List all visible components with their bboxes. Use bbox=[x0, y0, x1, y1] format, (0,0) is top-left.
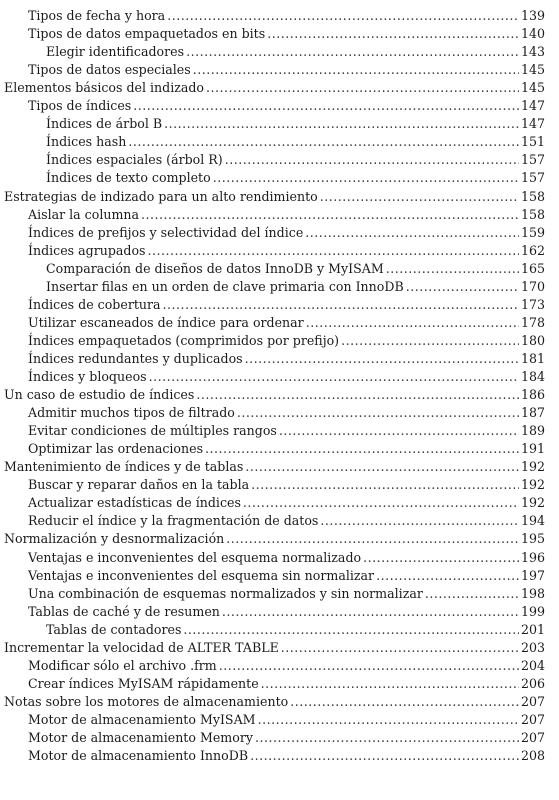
toc-entry[interactable] bbox=[0, 116, 559, 132]
toc-entry-page-number: 198 bbox=[520, 585, 545, 601]
toc-entry-title: Buscar y reparar daños en la tabla bbox=[28, 477, 250, 493]
toc-entry[interactable] bbox=[0, 8, 559, 24]
toc-entry-page-number: 208 bbox=[520, 748, 545, 764]
toc-entry-page-number: 204 bbox=[520, 657, 545, 673]
toc-entry-title: Índices de cobertura bbox=[28, 296, 161, 312]
toc-entry-page-number: 189 bbox=[520, 423, 545, 439]
toc-entry-title: Estrategias de indizado para un alto rendimiento bbox=[4, 188, 318, 204]
toc-entry-title: Índices redundantes y duplicados bbox=[28, 350, 243, 366]
toc-entry-title: Índices y bloqueos bbox=[28, 369, 147, 384]
toc-entry[interactable] bbox=[0, 369, 559, 385]
toc-entry-title: Índices de árbol B bbox=[46, 116, 163, 132]
toc-entry[interactable] bbox=[0, 622, 559, 638]
toc-entry-page-number: 158 bbox=[520, 206, 545, 222]
toc-entry-title: Un caso de estudio de índices bbox=[4, 387, 195, 403]
toc-entry-page-number: 157 bbox=[520, 152, 545, 168]
toc-entry-title: Tipos de datos especiales bbox=[28, 62, 191, 78]
toc-entry[interactable] bbox=[0, 405, 559, 421]
toc-entry-page-number: 207 bbox=[520, 730, 545, 745]
toc-entry[interactable] bbox=[0, 730, 559, 746]
dot-leader bbox=[213, 170, 519, 186]
toc-entry[interactable] bbox=[0, 315, 559, 331]
toc-entry-title: Una combinación de esquemas normalizados y sin normalizar bbox=[28, 585, 423, 601]
dot-leader bbox=[141, 207, 519, 223]
toc-entry-page-number: 145 bbox=[520, 62, 545, 78]
dot-leader bbox=[376, 568, 519, 584]
dot-leader bbox=[206, 80, 519, 96]
toc-entry-page-number: 184 bbox=[520, 369, 545, 384]
dot-leader bbox=[406, 279, 519, 295]
toc-entry-page-number: 186 bbox=[520, 387, 545, 403]
toc-entry-title: Comparación de diseños de datos InnoDB y MyISAM bbox=[46, 260, 384, 276]
toc-entry-title: Elegir identificadores bbox=[46, 44, 185, 60]
toc-entry-title: Motor de almacenamiento InnoDB bbox=[28, 748, 249, 764]
toc-entry-page-number: 159 bbox=[520, 224, 545, 240]
toc-entry[interactable] bbox=[0, 207, 559, 223]
toc-entry[interactable] bbox=[0, 351, 559, 367]
dot-leader bbox=[245, 459, 519, 475]
toc-entry-page-number: 192 bbox=[520, 459, 545, 475]
toc-entry-title: Ventajas e inconvenientes del esquema normalizado bbox=[28, 549, 362, 565]
toc-entry-title: Índices empaquetados (comprimidos por prefijo) bbox=[28, 332, 340, 348]
dot-leader bbox=[290, 694, 519, 710]
toc-entry-page-number: 157 bbox=[520, 170, 545, 186]
toc-entry[interactable] bbox=[0, 694, 559, 710]
toc-entry[interactable] bbox=[0, 387, 559, 403]
toc-entry[interactable] bbox=[0, 62, 559, 78]
toc-entry-page-number: 207 bbox=[520, 693, 545, 709]
toc-entry-page-number: 151 bbox=[520, 134, 545, 150]
toc-entry-page-number: 181 bbox=[520, 350, 545, 366]
toc-entry-page-number: 192 bbox=[520, 495, 545, 511]
dot-leader bbox=[341, 333, 519, 349]
dot-leader bbox=[205, 441, 519, 457]
toc-entry[interactable] bbox=[0, 531, 559, 547]
toc-entry-page-number: 147 bbox=[520, 98, 545, 114]
toc-entry-page-number: 196 bbox=[520, 549, 545, 565]
toc-entry-title: Tablas de caché y de resumen bbox=[28, 603, 220, 619]
dot-leader bbox=[148, 243, 519, 259]
toc-entry[interactable] bbox=[0, 44, 559, 60]
toc-entry[interactable] bbox=[0, 152, 559, 168]
toc-entry-title: Reducir el índice y la fragmentación de datos bbox=[28, 513, 319, 529]
toc-entry-title: Insertar filas en un orden de clave primaria con InnoDB bbox=[46, 278, 404, 294]
toc-entry-page-number: 162 bbox=[520, 242, 545, 258]
toc-entry-page-number: 191 bbox=[520, 441, 545, 457]
toc-entry-page-number: 180 bbox=[520, 332, 545, 348]
dot-leader bbox=[320, 513, 519, 529]
dot-leader bbox=[386, 261, 519, 277]
toc-entry[interactable] bbox=[0, 80, 559, 96]
toc-entry[interactable] bbox=[0, 748, 559, 764]
dot-leader bbox=[261, 676, 519, 692]
toc-entry-page-number: 206 bbox=[520, 675, 545, 691]
toc-entry-page-number: 197 bbox=[520, 567, 545, 583]
toc-entry[interactable] bbox=[0, 513, 559, 529]
toc-entry-page-number: 173 bbox=[520, 296, 545, 312]
toc-entry-title: Índices de texto completo bbox=[46, 170, 211, 186]
toc-entry-page-number: 194 bbox=[520, 513, 545, 529]
dot-leader bbox=[305, 225, 519, 241]
dot-leader bbox=[133, 98, 519, 114]
dot-leader bbox=[219, 658, 519, 674]
dot-leader bbox=[163, 297, 519, 313]
toc-entry[interactable] bbox=[0, 477, 559, 493]
toc-entry[interactable] bbox=[0, 712, 559, 728]
toc-entry-page-number: 201 bbox=[520, 621, 545, 637]
toc-entry-page-number: 199 bbox=[520, 603, 545, 619]
dot-leader bbox=[193, 62, 519, 78]
toc-entry[interactable] bbox=[0, 279, 559, 295]
dot-leader bbox=[425, 586, 519, 602]
toc-entry-title: Notas sobre los motores de almacenamiento bbox=[4, 693, 289, 709]
toc-entry-title: Actualizar estadísticas de índices bbox=[28, 495, 241, 511]
dot-leader bbox=[226, 531, 519, 547]
toc-entry-page-number: 170 bbox=[520, 278, 545, 294]
toc-entry-title: Incrementar la velocidad de ALTER TABLE bbox=[4, 639, 279, 655]
toc-entry-page-number: 192 bbox=[520, 477, 545, 493]
toc-entry-page-number: 140 bbox=[520, 26, 545, 42]
dot-leader bbox=[164, 116, 519, 132]
toc-entry[interactable] bbox=[0, 98, 559, 114]
toc-entry-page-number: 139 bbox=[520, 8, 545, 23]
toc-entry-title: Admitir muchos tipos de filtrado bbox=[28, 405, 235, 421]
toc-entry-page-number: 187 bbox=[520, 405, 545, 421]
toc-entry[interactable] bbox=[0, 26, 559, 42]
dot-leader bbox=[281, 640, 519, 656]
toc-entry-title: Utilizar escaneados de índice para ordenar bbox=[28, 314, 304, 330]
dot-leader bbox=[279, 423, 519, 439]
toc-entry-title: Índices hash bbox=[46, 134, 127, 150]
dot-leader bbox=[183, 622, 519, 638]
dot-leader bbox=[320, 189, 519, 205]
toc-entry[interactable] bbox=[0, 495, 559, 511]
toc-entry[interactable] bbox=[0, 441, 559, 457]
dot-leader bbox=[251, 477, 519, 493]
toc-entry-page-number: 147 bbox=[520, 116, 545, 132]
toc-entry[interactable] bbox=[0, 676, 559, 692]
dot-leader bbox=[222, 604, 519, 620]
toc-entry[interactable] bbox=[0, 459, 559, 475]
toc-entry-page-number: 143 bbox=[520, 44, 545, 60]
dot-leader bbox=[225, 152, 519, 168]
toc-entry-title: Índices de prefijos y selectividad del índice bbox=[28, 224, 304, 240]
dot-leader bbox=[267, 26, 519, 42]
toc-entry-title: Crear índices MyISAM rápidamente bbox=[28, 675, 259, 691]
toc-entry-title: Motor de almacenamiento MyISAM bbox=[28, 711, 256, 727]
toc-entry-title: Mantenimiento de índices y de tablas bbox=[4, 459, 244, 475]
toc-entry-page-number: 145 bbox=[520, 80, 545, 96]
toc-entry[interactable] bbox=[0, 658, 559, 674]
toc-entry-page-number: 203 bbox=[520, 639, 545, 655]
dot-leader bbox=[245, 351, 519, 367]
toc-entry-title: Índices agrupados bbox=[28, 242, 146, 258]
dot-leader bbox=[363, 550, 519, 566]
toc-entry[interactable] bbox=[0, 243, 559, 259]
dot-leader bbox=[128, 134, 519, 150]
toc-entry-page-number: 178 bbox=[520, 314, 545, 330]
toc-entry-title: Optimizar las ordenaciones bbox=[28, 441, 204, 457]
toc-entry-title: Motor de almacenamiento Memory bbox=[28, 730, 253, 745]
toc-entry-title: Modificar sólo el archivo .frm bbox=[28, 657, 217, 673]
toc-entry-page-number: 165 bbox=[520, 260, 545, 276]
toc-entry-title: Evitar condiciones de múltiples rangos bbox=[28, 423, 277, 439]
toc-entry[interactable] bbox=[0, 189, 559, 205]
toc-entry-page-number: 158 bbox=[520, 188, 545, 204]
toc-entry-title: Tipos de fecha y hora bbox=[28, 8, 166, 23]
dot-leader bbox=[237, 405, 519, 421]
dot-leader bbox=[196, 387, 519, 403]
dot-leader bbox=[255, 730, 519, 746]
toc-entry[interactable] bbox=[0, 261, 559, 277]
dot-leader bbox=[243, 495, 519, 511]
toc-entry[interactable] bbox=[0, 170, 559, 186]
toc-entry-title: Tipos de índices bbox=[28, 98, 132, 114]
toc-entry-title: Tablas de contadores bbox=[46, 621, 182, 637]
toc-entry-page-number: 207 bbox=[520, 711, 545, 727]
dot-leader bbox=[167, 8, 519, 24]
toc-entry-title: Ventajas e inconvenientes del esquema sin normalizar bbox=[28, 567, 375, 583]
toc-entry[interactable] bbox=[0, 134, 559, 150]
toc-entry-title: Tipos de datos empaquetados en bits bbox=[28, 26, 266, 42]
toc-entry-page-number: 195 bbox=[520, 531, 545, 547]
toc-entry-title: Elementos básicos del indizado bbox=[4, 80, 205, 96]
toc-entry[interactable] bbox=[0, 640, 559, 656]
toc-entry[interactable] bbox=[0, 333, 559, 349]
dot-leader bbox=[258, 712, 519, 728]
toc-entry[interactable] bbox=[0, 297, 559, 313]
toc-entry[interactable] bbox=[0, 423, 559, 439]
toc-entry[interactable] bbox=[0, 568, 559, 584]
toc-entry[interactable] bbox=[0, 604, 559, 620]
toc-entry-title: Aislar la columna bbox=[28, 206, 140, 222]
toc-entry[interactable] bbox=[0, 586, 559, 602]
dot-leader bbox=[250, 748, 519, 764]
toc-entry[interactable] bbox=[0, 225, 559, 241]
dot-leader bbox=[186, 44, 519, 60]
dot-leader bbox=[306, 315, 519, 331]
toc-entry-title: Normalización y desnormalización bbox=[4, 531, 225, 547]
dot-leader bbox=[149, 369, 519, 385]
toc-entry[interactable] bbox=[0, 550, 559, 566]
toc-entry-title: Índices espaciales (árbol R) bbox=[46, 152, 223, 168]
